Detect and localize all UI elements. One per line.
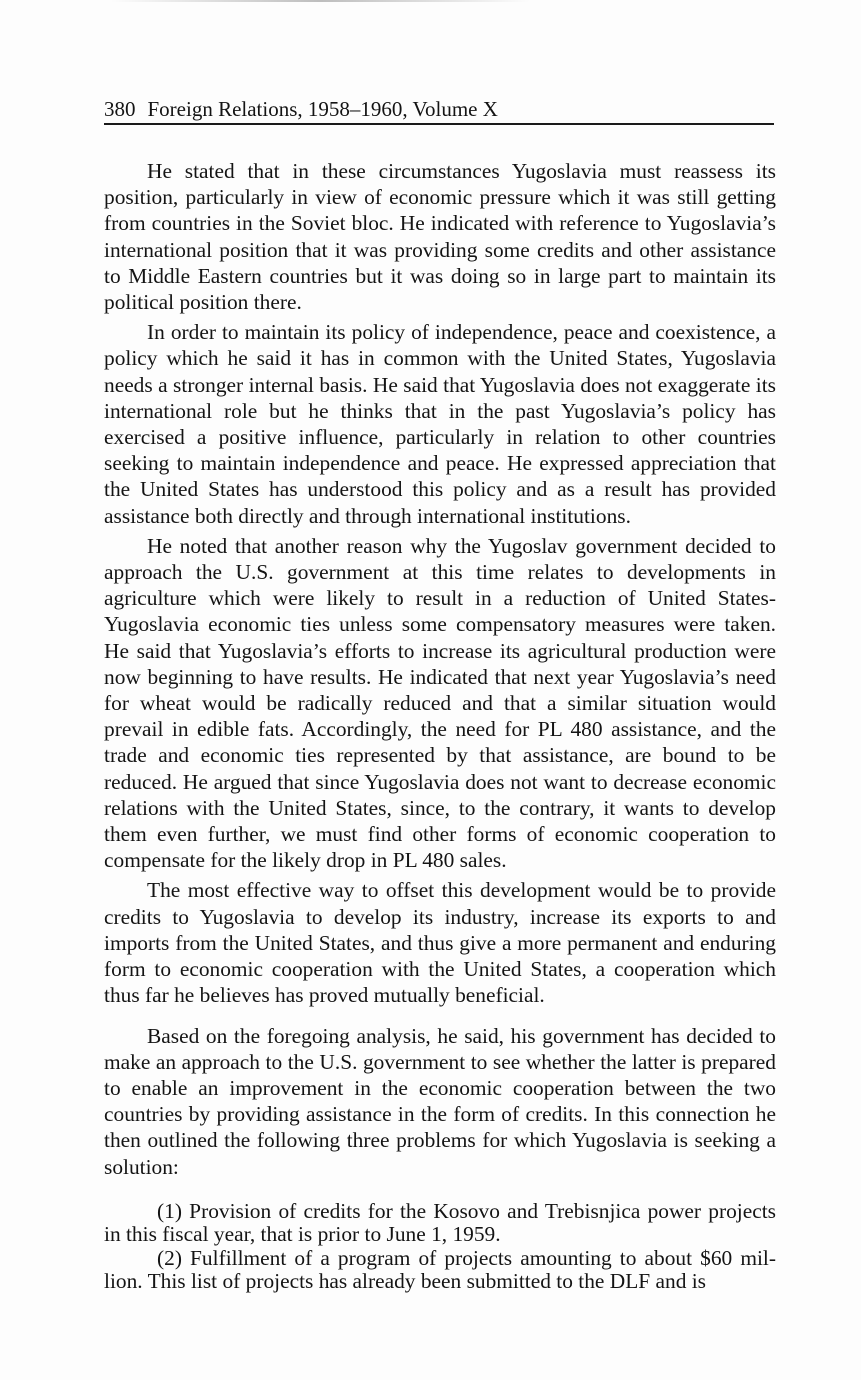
page-number: 380 <box>104 97 136 121</box>
body-text <box>104 158 776 1294</box>
paragraph: The most effective way to offset this development would be to provide credits to Yugoslavia to develop its industry, increase its exports to and imports from the United States, and thus give a more permanent and enduring form to economic cooperation with the United States, a cooperation which thus far he believes has proved mutually beneficial. <box>104 878 776 1008</box>
list-item: (2) Fulfillment of a program of projects amounting to about $60 million. This list of projects has already been submitted to the DLF and is <box>104 1245 776 1294</box>
header-rule <box>104 123 774 125</box>
scan-edge-shadow <box>110 0 530 2</box>
paragraph: Based on the foregoing analysis, he said, his government has decided to make an approach to the U.S. government to see whether the latter is prepared to enable an improvement in the economic cooperation between the two countries by providing assistance in the form of credits. In this connection he then outlined the following three problems for which Yugoslavia is seeking a solution: <box>104 1023 776 1179</box>
paragraph: He noted that another reason why the Yugoslav government decided to approach the U.S. government at this time relates to developments in agriculture which were likely to result in a reduction of United States-Yugoslavia economic ties unless some compensatory measures were taken. He said that Yugoslavia’s efforts to increase its agricultural production were now beginning to have results. He indicated that next year Yugoslavia’s need for wheat would be radically reduced and that a similar situation would prevail in edible fats. Accordingly, the need for PL 480 assistance, and the trade and economic ties represented by that assistance, are bound to be reduced. He argued that since Yugoslavia does not want to decrease economic relations with the United States, since, to the contrary, it wants to develop them even further, we must find other forms of economic cooperation to compensate for the likely drop in PL 480 sales. <box>104 533 776 873</box>
paragraph: In order to maintain its policy of independence, peace and coexistence, a policy which he said it has in common with the United States, Yugoslavia needs a stronger internal basis. He said that Yugoslavia does not exaggerate its international role but he thinks that in the past Yugoslavia’s policy has exercised a positive influence, particularly in relation to other countries seeking to maintain independence and peace. He expressed appreciation that the United States has understood this policy and as a result has provided assistance both directly and through international institutions. <box>104 320 776 528</box>
paragraph: He stated that in these circumstances Yugoslavia must reassess its position, particularly in view of economic pressure which it was still getting from countries in the Soviet bloc. He indicated with reference to Yugoslavia’s international position that it was providing some credits and other assistance to Middle Eastern countries but it was doing so in large part to maintain its political position there. <box>104 159 776 315</box>
running-title: Foreign Relations, 1958–1960, Volume X <box>147 97 498 121</box>
list-item: (1) Provision of credits for the Kosovo and Trebisnjica power projects in this fiscal year, that is prior to June 1, 1959. <box>104 1198 776 1247</box>
running-head <box>104 94 776 124</box>
